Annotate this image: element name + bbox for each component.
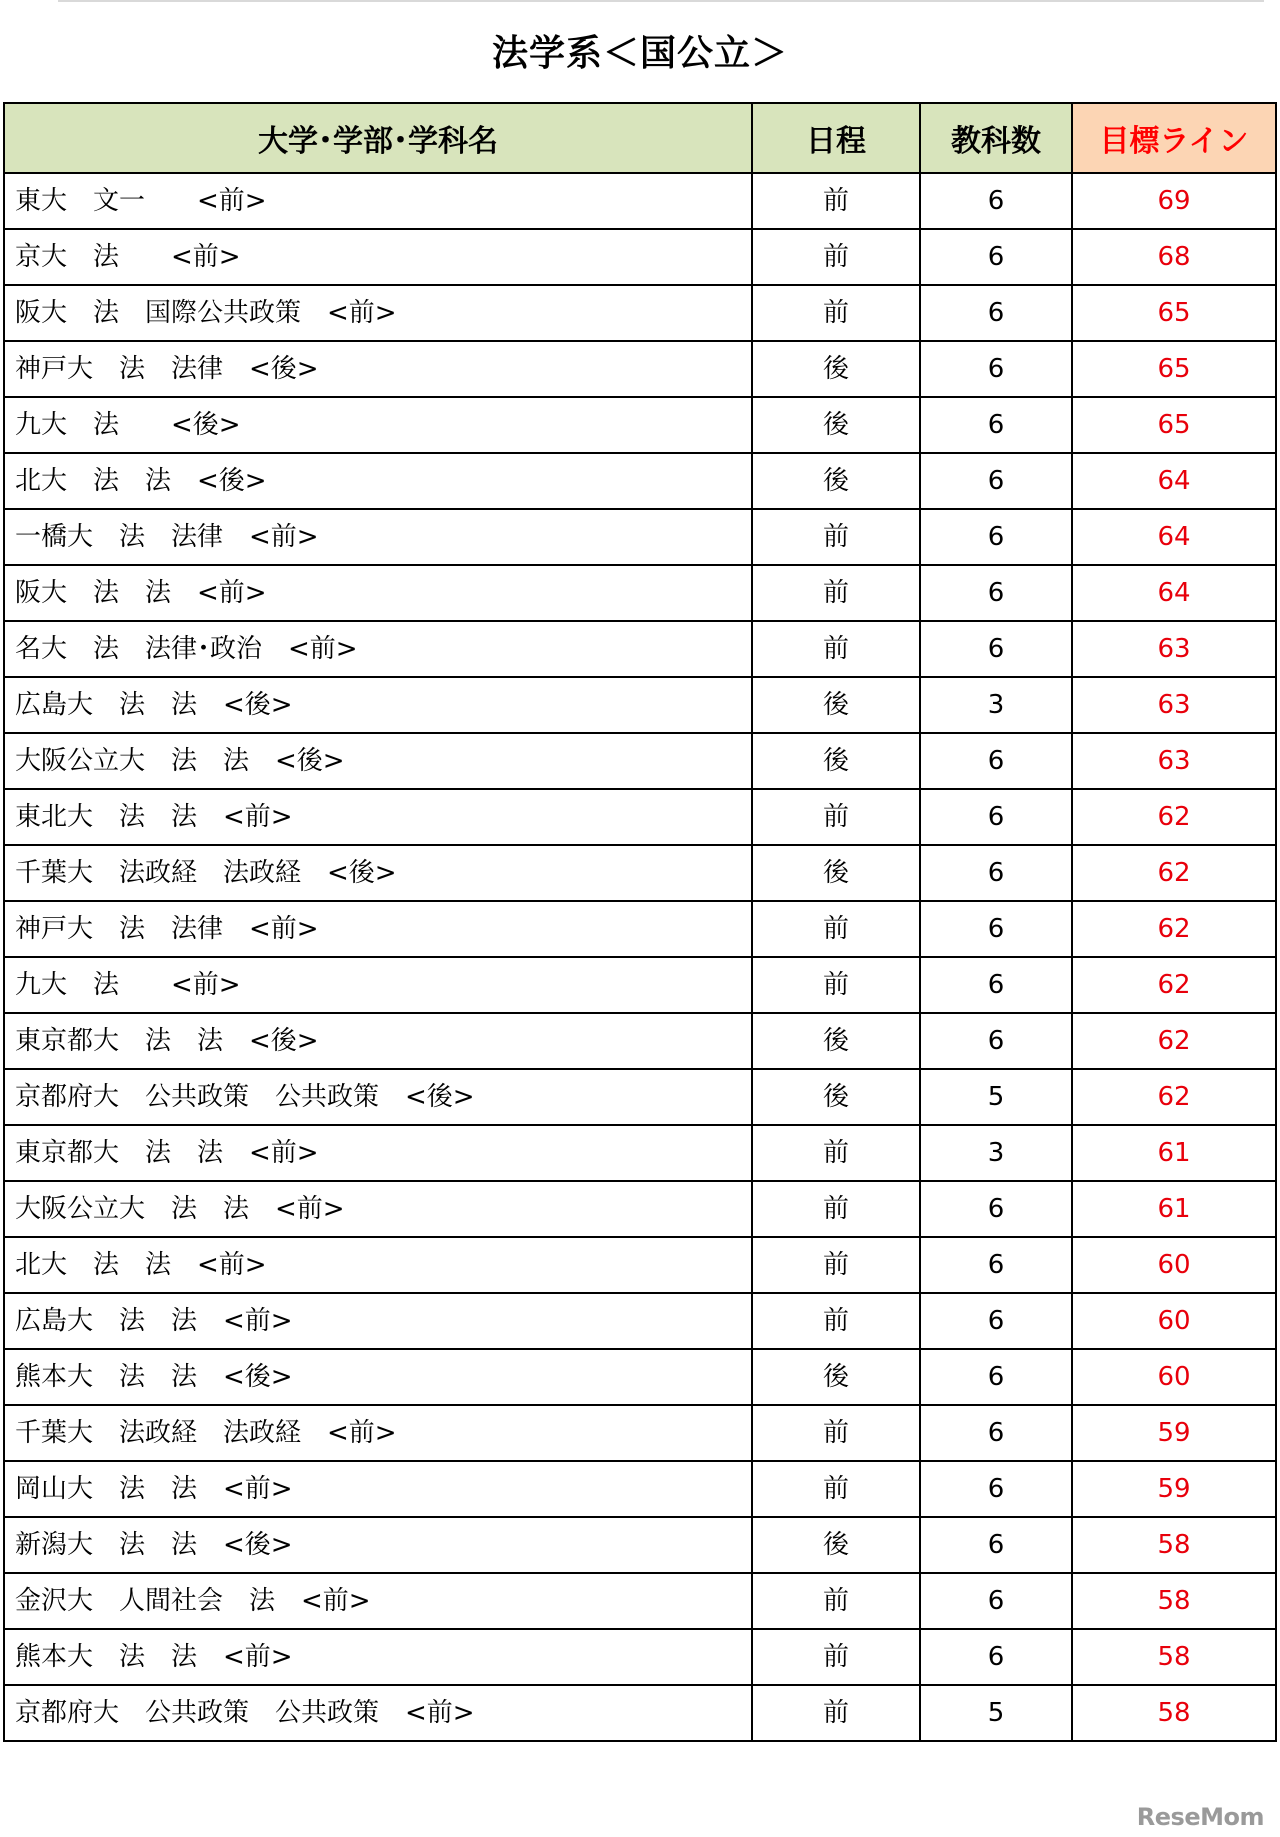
cell-schedule: 後 xyxy=(752,1349,920,1405)
cell-university-name: 大阪公立大 法 法 <後> xyxy=(4,733,752,789)
table-row xyxy=(4,1629,1276,1685)
cell-target-line: 59 xyxy=(1072,1461,1276,1517)
table-row xyxy=(4,1069,1276,1125)
cell-target-line: 65 xyxy=(1072,341,1276,397)
cell-university-name: 岡山大 法 法 <前> xyxy=(4,1461,752,1517)
cell-schedule: 前 xyxy=(752,621,920,677)
cell-target-line: 63 xyxy=(1072,621,1276,677)
table-row xyxy=(4,1125,1276,1181)
cell-university-name: 北大 法 法 <後> xyxy=(4,453,752,509)
cell-university-name: 大阪公立大 法 法 <前> xyxy=(4,1181,752,1237)
table-row xyxy=(4,1685,1276,1741)
table-row xyxy=(4,173,1276,229)
cell-university-name: 名大 法 法律･政治 <前> xyxy=(4,621,752,677)
cell-university-name: 熊本大 法 法 <後> xyxy=(4,1349,752,1405)
table-row xyxy=(4,565,1276,621)
cell-university-name: 東京都大 法 法 <前> xyxy=(4,1125,752,1181)
cell-university-name: 京都府大 公共政策 公共政策 <後> xyxy=(4,1069,752,1125)
cell-subject-count: 6 xyxy=(920,621,1072,677)
cell-schedule: 後 xyxy=(752,733,920,789)
cell-subject-count: 6 xyxy=(920,229,1072,285)
cell-university-name: 京都府大 公共政策 公共政策 <前> xyxy=(4,1685,752,1741)
cell-subject-count: 6 xyxy=(920,453,1072,509)
cell-university-name: 東京都大 法 法 <後> xyxy=(4,1013,752,1069)
cell-schedule: 前 xyxy=(752,285,920,341)
table-row xyxy=(4,229,1276,285)
table-row xyxy=(4,509,1276,565)
cell-schedule: 前 xyxy=(752,1405,920,1461)
cell-university-name: 神戸大 法 法律 <前> xyxy=(4,901,752,957)
table-row xyxy=(4,845,1276,901)
cell-university-name: 東大 文一 <前> xyxy=(4,173,752,229)
cell-target-line: 64 xyxy=(1072,509,1276,565)
cell-schedule: 前 xyxy=(752,1461,920,1517)
cell-subject-count: 6 xyxy=(920,1237,1072,1293)
cell-university-name: 千葉大 法政経 法政経 <前> xyxy=(4,1405,752,1461)
cell-target-line: 65 xyxy=(1072,285,1276,341)
cell-schedule: 前 xyxy=(752,1685,920,1741)
cell-target-line: 64 xyxy=(1072,565,1276,621)
cell-university-name: 九大 法 <前> xyxy=(4,957,752,1013)
cell-schedule: 後 xyxy=(752,453,920,509)
cell-target-line: 64 xyxy=(1072,453,1276,509)
cell-schedule: 前 xyxy=(752,1293,920,1349)
cell-target-line: 58 xyxy=(1072,1685,1276,1741)
cell-schedule: 後 xyxy=(752,341,920,397)
table-row xyxy=(4,1237,1276,1293)
cell-university-name: 千葉大 法政経 法政経 <後> xyxy=(4,845,752,901)
cell-schedule: 前 xyxy=(752,173,920,229)
cell-schedule: 前 xyxy=(752,565,920,621)
cell-subject-count: 6 xyxy=(920,1405,1072,1461)
cell-schedule: 後 xyxy=(752,1517,920,1573)
cell-subject-count: 6 xyxy=(920,173,1072,229)
cell-schedule: 後 xyxy=(752,1013,920,1069)
cell-subject-count: 6 xyxy=(920,1293,1072,1349)
cell-university-name: 阪大 法 法 <前> xyxy=(4,565,752,621)
table-row xyxy=(4,1517,1276,1573)
cell-schedule: 前 xyxy=(752,789,920,845)
cell-subject-count: 6 xyxy=(920,341,1072,397)
cell-subject-count: 6 xyxy=(920,1181,1072,1237)
cell-subject-count: 5 xyxy=(920,1685,1072,1741)
cell-schedule: 前 xyxy=(752,1181,920,1237)
cell-target-line: 63 xyxy=(1072,677,1276,733)
cell-university-name: 広島大 法 法 <後> xyxy=(4,677,752,733)
cell-subject-count: 6 xyxy=(920,1013,1072,1069)
table-row xyxy=(4,453,1276,509)
cell-schedule: 前 xyxy=(752,1629,920,1685)
table-row xyxy=(4,397,1276,453)
cell-target-line: 58 xyxy=(1072,1517,1276,1573)
cell-subject-count: 5 xyxy=(920,1069,1072,1125)
cell-university-name: 金沢大 人間社会 法 <前> xyxy=(4,1573,752,1629)
cell-target-line: 60 xyxy=(1072,1293,1276,1349)
cell-schedule: 前 xyxy=(752,901,920,957)
table-row xyxy=(4,789,1276,845)
cell-schedule: 前 xyxy=(752,509,920,565)
cell-subject-count: 6 xyxy=(920,957,1072,1013)
table-row xyxy=(4,957,1276,1013)
table-row xyxy=(4,1293,1276,1349)
cell-target-line: 62 xyxy=(1072,789,1276,845)
table-row xyxy=(4,733,1276,789)
table-row xyxy=(4,1181,1276,1237)
resemom-logo: ReseMom xyxy=(1136,1803,1264,1831)
cell-target-line: 62 xyxy=(1072,957,1276,1013)
cell-subject-count: 6 xyxy=(920,565,1072,621)
cell-target-line: 60 xyxy=(1072,1349,1276,1405)
cell-subject-count: 3 xyxy=(920,677,1072,733)
cell-subject-count: 6 xyxy=(920,397,1072,453)
cell-schedule: 前 xyxy=(752,1125,920,1181)
cell-subject-count: 6 xyxy=(920,789,1072,845)
table-row xyxy=(4,1405,1276,1461)
cell-target-line: 58 xyxy=(1072,1573,1276,1629)
cell-target-line: 69 xyxy=(1072,173,1276,229)
table-row xyxy=(4,341,1276,397)
cell-subject-count: 6 xyxy=(920,1461,1072,1517)
cell-university-name: 新潟大 法 法 <後> xyxy=(4,1517,752,1573)
cell-subject-count: 6 xyxy=(920,1573,1072,1629)
cell-schedule: 前 xyxy=(752,229,920,285)
cell-university-name: 京大 法 <前> xyxy=(4,229,752,285)
cell-schedule: 前 xyxy=(752,1573,920,1629)
header-schedule: 日程 xyxy=(752,103,920,173)
cell-subject-count: 6 xyxy=(920,1349,1072,1405)
header-university-name: 大学･学部･学科名 xyxy=(4,103,752,173)
cell-target-line: 61 xyxy=(1072,1125,1276,1181)
cell-university-name: 熊本大 法 法 <前> xyxy=(4,1629,752,1685)
table-header-row xyxy=(4,103,1276,173)
cell-university-name: 神戸大 法 法律 <後> xyxy=(4,341,752,397)
cell-subject-count: 6 xyxy=(920,509,1072,565)
table-row xyxy=(4,1573,1276,1629)
table-row xyxy=(4,677,1276,733)
cell-schedule: 後 xyxy=(752,397,920,453)
cell-target-line: 62 xyxy=(1072,901,1276,957)
cell-subject-count: 6 xyxy=(920,901,1072,957)
table-row xyxy=(4,901,1276,957)
table-row xyxy=(4,1461,1276,1517)
header-subject-count: 教科数 xyxy=(920,103,1072,173)
cell-schedule: 後 xyxy=(752,677,920,733)
cell-subject-count: 3 xyxy=(920,1125,1072,1181)
top-divider xyxy=(58,0,1264,2)
table-row xyxy=(4,1013,1276,1069)
cell-target-line: 62 xyxy=(1072,1069,1276,1125)
cell-university-name: 広島大 法 法 <前> xyxy=(4,1293,752,1349)
cell-subject-count: 6 xyxy=(920,1517,1072,1573)
cell-target-line: 65 xyxy=(1072,397,1276,453)
cell-subject-count: 6 xyxy=(920,1629,1072,1685)
cell-schedule: 後 xyxy=(752,845,920,901)
cell-subject-count: 6 xyxy=(920,285,1072,341)
cell-schedule: 前 xyxy=(752,957,920,1013)
cell-university-name: 九大 法 <後> xyxy=(4,397,752,453)
cell-target-line: 62 xyxy=(1072,1013,1276,1069)
cell-target-line: 63 xyxy=(1072,733,1276,789)
cell-subject-count: 6 xyxy=(920,845,1072,901)
cell-schedule: 後 xyxy=(752,1069,920,1125)
cell-target-line: 61 xyxy=(1072,1181,1276,1237)
cell-target-line: 59 xyxy=(1072,1405,1276,1461)
table-row xyxy=(4,1349,1276,1405)
cell-target-line: 60 xyxy=(1072,1237,1276,1293)
header-target-line: 目標ライン xyxy=(1072,103,1276,173)
cell-target-line: 62 xyxy=(1072,845,1276,901)
cell-target-line: 58 xyxy=(1072,1629,1276,1685)
cell-university-name: 一橋大 法 法律 <前> xyxy=(4,509,752,565)
table-row xyxy=(4,621,1276,677)
cell-schedule: 前 xyxy=(752,1237,920,1293)
cell-university-name: 阪大 法 国際公共政策 <前> xyxy=(4,285,752,341)
page-title: 法学系＜国公立＞ xyxy=(491,33,788,74)
cell-university-name: 北大 法 法 <前> xyxy=(4,1237,752,1293)
table-row xyxy=(4,285,1276,341)
cell-subject-count: 6 xyxy=(920,733,1072,789)
cell-target-line: 68 xyxy=(1072,229,1276,285)
ranking-table xyxy=(3,102,1277,1742)
cell-university-name: 東北大 法 法 <前> xyxy=(4,789,752,845)
